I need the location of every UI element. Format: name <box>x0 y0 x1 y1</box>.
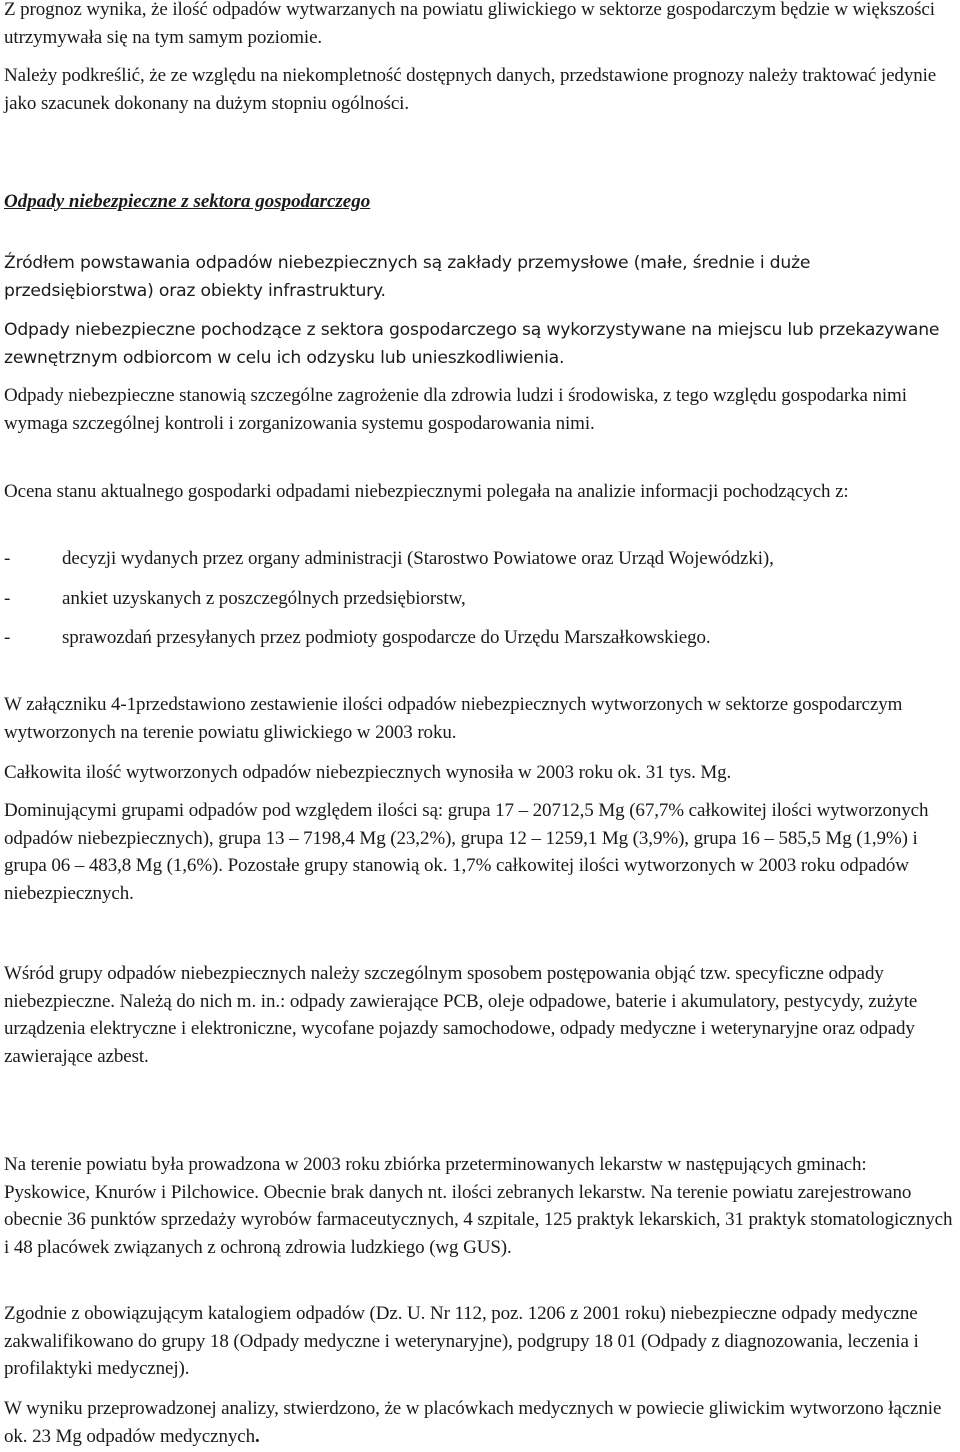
paragraph-catalog: Zgodnie z obowiązującym katalogiem odpadów (Dz. U. Nr 112, poz. 1206 z 2001 roku) niebezpieczne odpady medyczne zakwalifikowano do grupy 18 (Odpady medyczne i weterynaryjne), podgrupy 18 01 (Odpady z diagnozowania, leczenia i profilaktyki medycznej). <box>4 1303 919 1380</box>
paragraph-usage: Odpady niebezpieczne pochodzące z sektora gospodarczego są wykorzystywane na miejscu lub przekazywane zewnętrznym odbiorcom w celu ich odzysku lub unieszkodliwienia. <box>4 320 940 368</box>
list-item-text: ankiet uzyskanych z poszczególnych przedsiębiorstw, <box>62 587 466 609</box>
paragraph-specific-waste: Wśród grupy odpadów niebezpiecznych należy szczególnym sposobem postępowania objąć tzw. specyficzne odpady niebezpieczne. Należą do nich m. in.: odpady zawierające PCB, oleje odpadowe, baterie i akumulatory, pestycydy, zużyte urządzenia elektryczne i elektroniczne, wycofane pojazdy samochodowe, odpady medyczne i weterynaryjne oraz odpady zawierające azbest. <box>4 963 918 1067</box>
list-item <box>4 585 956 613</box>
list-item <box>4 624 956 652</box>
paragraph-hazard: Odpady niebezpieczne stanowią szczególne zagrożenie dla zdrowia ludzi i środowiska, z tego względu gospodarka nimi wymaga szczególnej kontroli i zorganizowania systemu gospodarowania nimi. <box>4 385 907 434</box>
paragraph-assessment: Ocena stanu aktualnego gospodarki odpadami niebezpiecznymi polegała na analizie informacji pochodzących z: <box>4 481 849 502</box>
paragraph-dominant-groups: Dominującymi grupami odpadów pod względem ilości są: grupa 17 – 20712,5 Mg (67,7% całkowitej ilości wytworzonych odpadów niebezpiecznych), grupa 13 – 7198,4 Mg (23,2%), grupa 12 – 1259,1 Mg (3,9%), grupa 16 – 585,5 Mg (1,9%) i grupa 06 – 483,8 Mg (1,6%). Pozostałe grupy stanowią ok. 1,7% całkowitej ilości wytworzonych w 2003 roku odpadów niebezpiecznych. <box>4 800 929 904</box>
paragraph-sources: Źródłem powstawania odpadów niebezpiecznych są zakłady przemysłowe (małe, średnie i duże przedsiębiorstwa) oraz obiekty infrastruktury. <box>4 253 811 301</box>
paragraph-medical-result-text: W wyniku przeprowadzonej analizy, stwierdzono, że w placówkach medycznych w powiecie gliwickim wytworzono łącznie ok. 23 Mg odpadów medycznych <box>4 1398 942 1447</box>
paragraph-medical-result <box>4 1395 956 1450</box>
paragraph-total: Całkowita ilość wytworzonych odpadów niebezpiecznych wynosiła w 2003 roku ok. 31 tys. Mg. <box>4 762 732 783</box>
list-dash: - <box>4 548 11 569</box>
list-item-text: sprawozdań przesyłanych przez podmioty gospodarcze do Urzędu Marszałkowskiego. <box>62 627 711 649</box>
list-item-text: decyzji wydanych przez organy administracji (Starostwo Powiatowe oraz Urząd Wojewódzki), <box>62 548 774 569</box>
paragraph-medicines: Na terenie powiatu była prowadzona w 2003 roku zbiórka przeterminowanych lekarstw w następujących gminach: Pyskowice, Knurów i Pilchowice. Obecnie brak danych nt. ilości zebranych lekarstw. Na terenie powiatu zarejestrowano obecnie 36 punktów sprzedaży wyrobów farmaceutycznych, 4 szpitale, 125 praktyk lekarskich, 31 praktyk stomatologicznych i 48 placówek związanych z ochroną zdrowia ludzkiego (wg GUS). <box>4 1154 953 1258</box>
paragraph-intro-1: Z prognoz wynika, że ilość odpadów wytwarzanych na powiatu gliwickiego w sektorze gospodarczym będzie w większości utrzymywała się na tym samym poziomie. <box>4 0 935 48</box>
paragraph-final-period: . <box>255 1425 260 1447</box>
list-item <box>4 545 956 573</box>
paragraph-intro-2: Należy podkreślić, że ze względu na niekompletność dostępnych danych, przedstawione prognozy należy traktować jedynie jako szacunek dokonany na dużym stopniu ogólności. <box>4 65 937 114</box>
list-dash: - <box>4 587 11 609</box>
source-list <box>4 545 956 652</box>
section-heading: Odpady niebezpieczne z sektora gospodarczego <box>4 191 371 212</box>
paragraph-attachment: W załączniku 4-1przedstawiono zestawienie ilości odpadów niebezpiecznych wytworzonych w sektorze gospodarczym wytworzonych na terenie powiatu gliwickiego w 2003 roku. <box>4 694 903 743</box>
list-dash: - <box>4 627 11 649</box>
